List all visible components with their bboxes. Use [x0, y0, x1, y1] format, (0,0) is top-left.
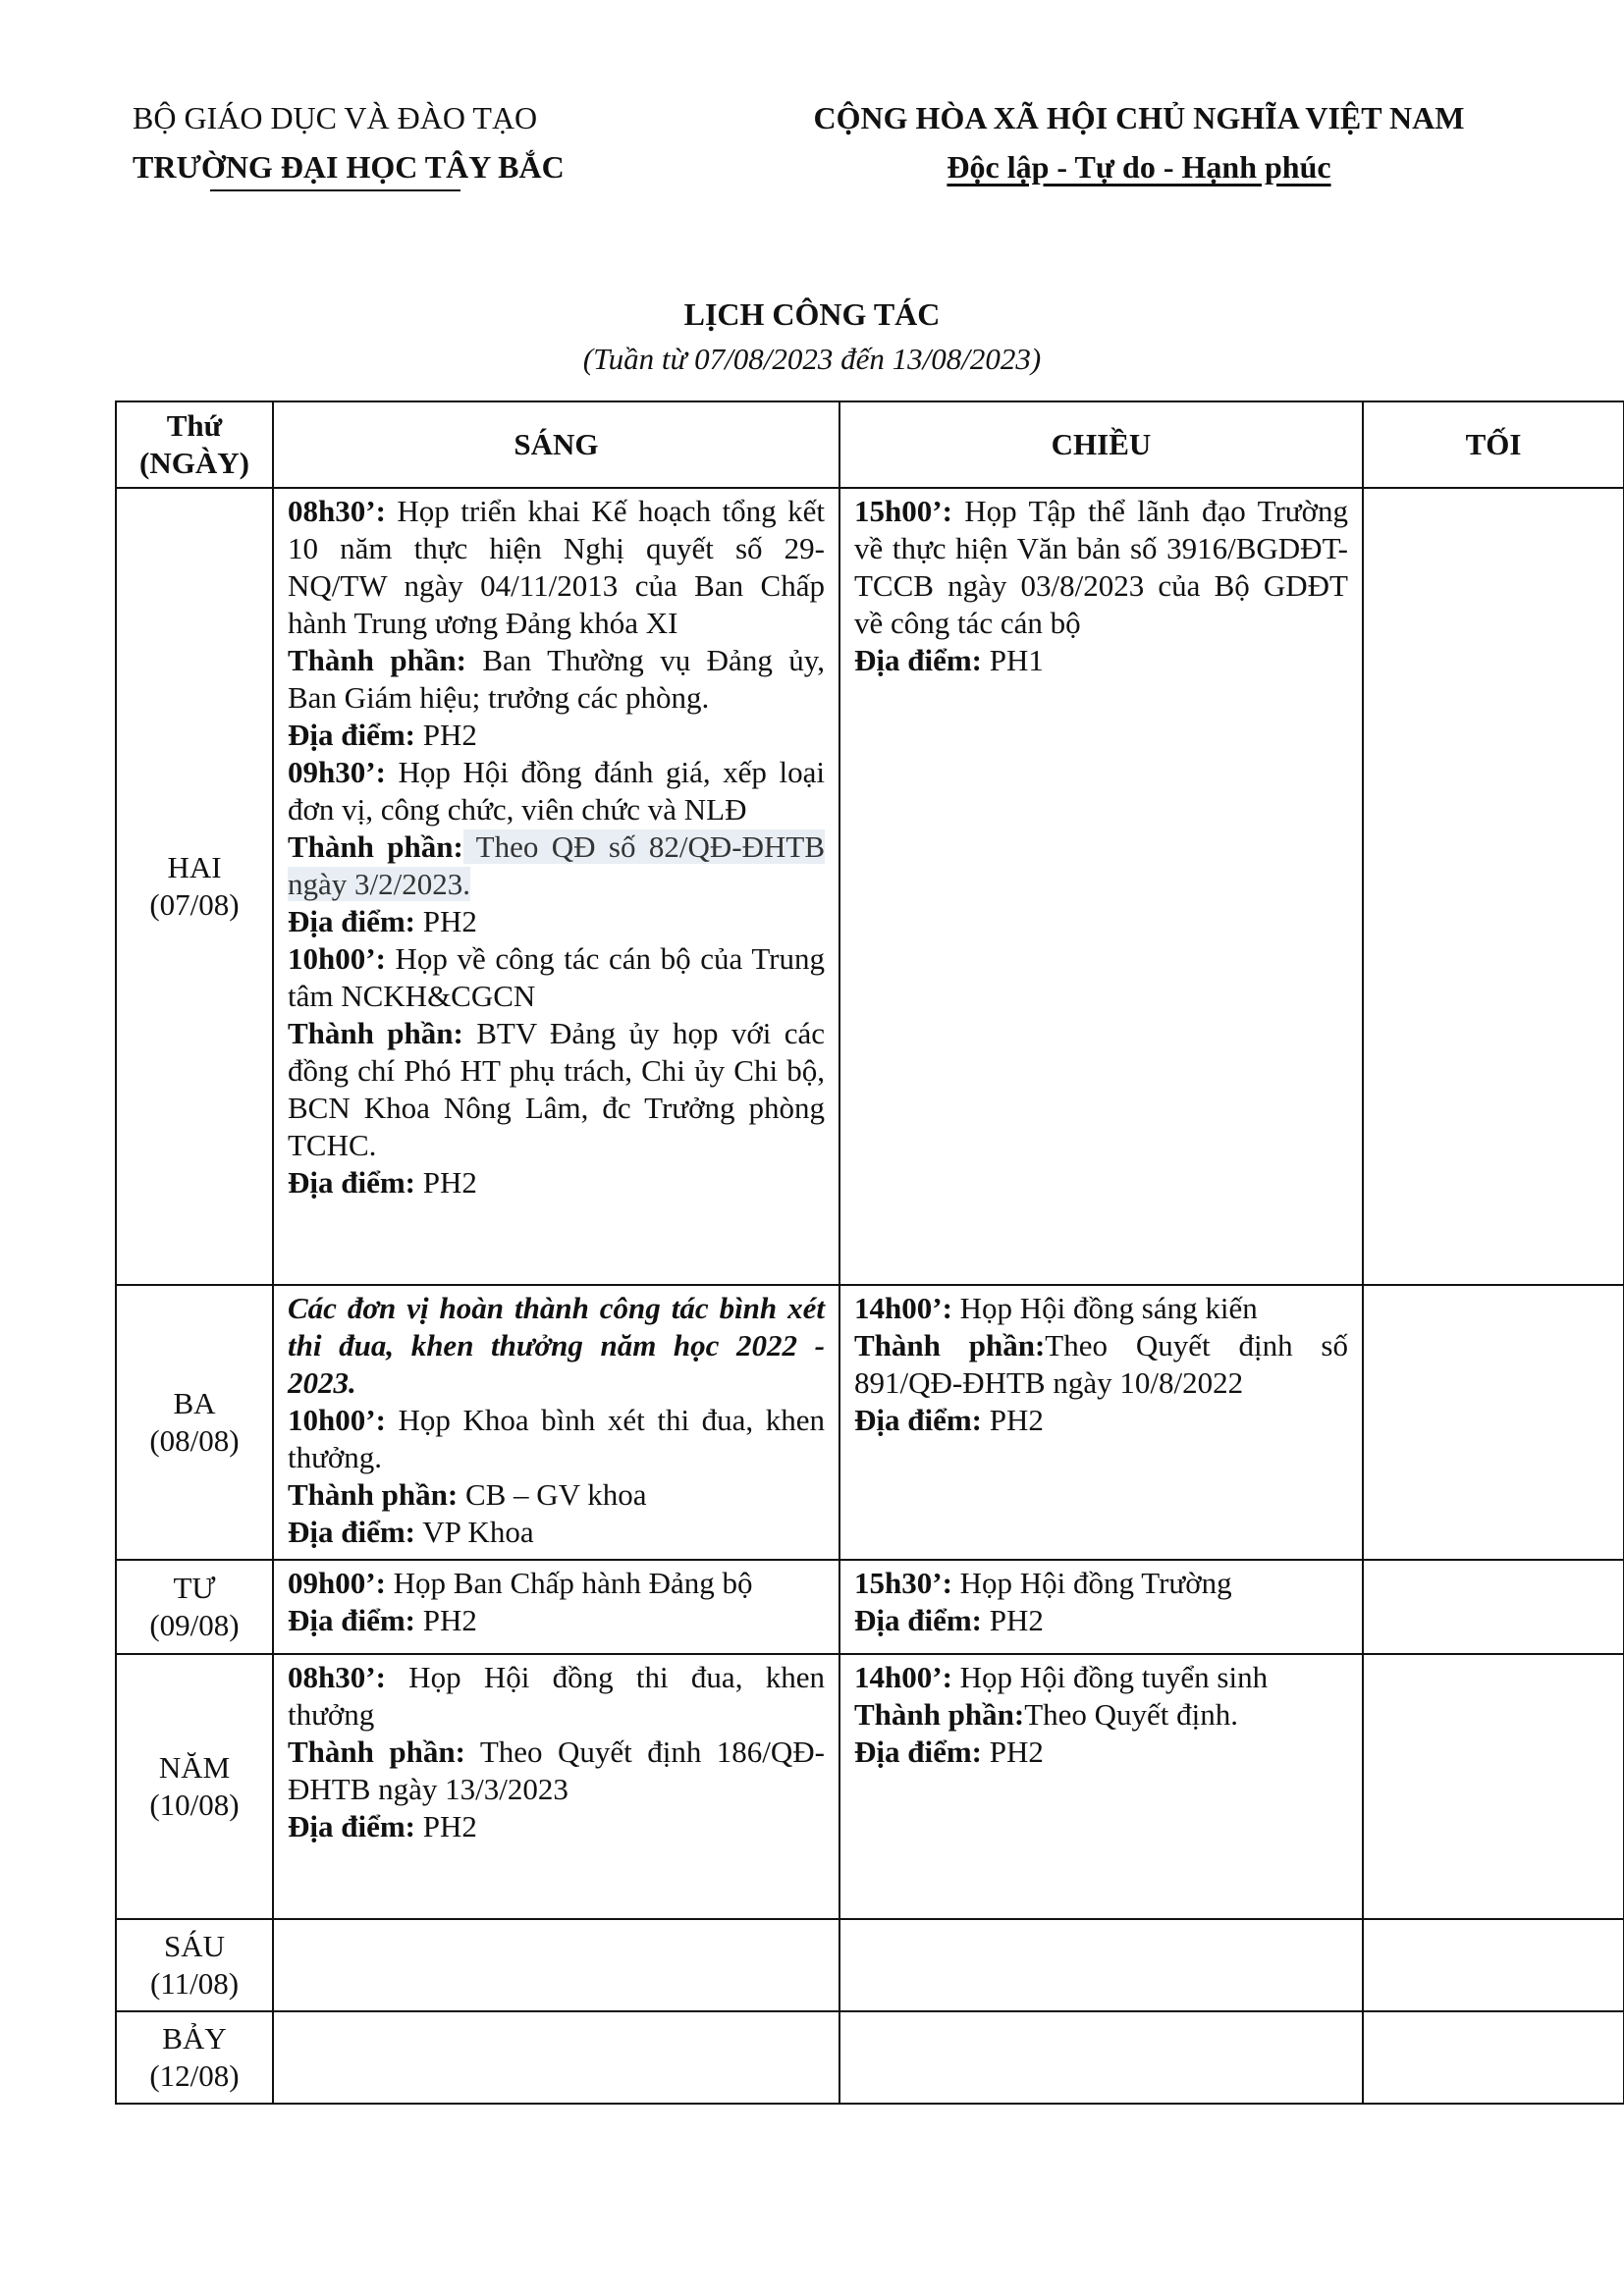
- schedule-entry: [854, 1290, 1348, 1327]
- document-title: LỊCH CÔNG TÁC: [683, 296, 941, 332]
- entry-label: Thành phần:: [288, 1735, 465, 1769]
- entry-text: Theo Quyết định 186/QĐ-ĐHTB ngày 13/3/2023: [288, 1735, 826, 1806]
- entry-text: PH2: [982, 1603, 1044, 1637]
- entry-time: 08h30’:: [288, 1660, 386, 1694]
- schedule-entry: [854, 1659, 1348, 1696]
- day-cell: [116, 1285, 273, 1560]
- schedule-entry: [288, 1734, 825, 1808]
- entry-text: PH1: [982, 643, 1044, 677]
- entry-label: Địa điểm:: [854, 1403, 983, 1437]
- schedule-entry: [288, 940, 825, 1015]
- entry-text: PH2: [415, 904, 477, 938]
- entry-time: 14h00’:: [854, 1291, 952, 1325]
- day-cell: [116, 1919, 273, 2011]
- entry-text: Theo Quyết định.: [1024, 1697, 1239, 1732]
- title-block: [0, 291, 1624, 381]
- schedule-entry: [288, 1015, 825, 1164]
- schedule-entry: [288, 1514, 825, 1551]
- entry-text: Họp Hội đồng thi đua, khen thưởng: [288, 1660, 825, 1732]
- schedule-note: Các đơn vị hoàn thành công tác bình xét thi đua, khen thưởng năm học 2022 - 2023.: [288, 1291, 825, 1400]
- schedule-entry: [288, 1402, 825, 1476]
- day-cell: [116, 2011, 273, 2104]
- morning-cell: [273, 2011, 839, 2104]
- entry-label: Địa điểm:: [288, 718, 416, 752]
- ministry-name: BỘ GIÁO DỤC VÀ ĐÀO TẠO: [133, 100, 538, 135]
- entry-text: Họp Tập thể lãnh đạo Trường về thực hiện Văn bản số 3916/BGDĐT-TCCB ngày 03/8/2023 của Bộ GDĐT về công tác cán bộ: [854, 494, 1348, 640]
- afternoon-cell: [839, 1654, 1363, 1919]
- entry-label: Thành phần:: [288, 1016, 463, 1050]
- schedule-entry: [854, 642, 1348, 679]
- day-name: TƯ: [173, 1571, 216, 1605]
- entry-time: 09h00’:: [288, 1566, 386, 1600]
- entry-label: Thành phần:: [288, 1477, 459, 1512]
- evening-cell: [1363, 1919, 1624, 2011]
- entry-text: VP Khoa: [415, 1515, 534, 1549]
- entry-label: Thành phần:: [854, 1697, 1025, 1732]
- entry-text: Họp Hội đồng đánh giá, xếp loại đơn vị, công chức, viên chức và NLĐ: [288, 755, 825, 827]
- entry-label: Thành phần:: [854, 1328, 1046, 1362]
- entry-text: PH2: [982, 1735, 1044, 1769]
- schedule-entry: [288, 828, 825, 903]
- entry-text: Họp Hội đồng tuyển sinh: [951, 1660, 1269, 1694]
- afternoon-cell: [839, 2011, 1363, 2104]
- entry-time: 15h30’:: [854, 1566, 952, 1600]
- schedule-entry: [854, 1696, 1348, 1734]
- entry-label: Địa điểm:: [288, 1603, 416, 1637]
- entry-text: Họp triển khai Kế hoạch tổng kết 10 năm thực hiện Nghị quyết số 29-NQ/TW ngày 04/11/2013 của Ban Chấp hành Trung ương Đảng khóa XI: [288, 494, 825, 640]
- entry-text: PH2: [415, 1165, 477, 1200]
- entry-text: Họp Khoa bình xét thi đua, khen thưởng.: [288, 1403, 825, 1474]
- entry-label: Thành phần:: [288, 643, 466, 677]
- entry-text: Họp Hội đồng sáng kiến: [951, 1291, 1258, 1325]
- national-motto: Độc lập - Tự do - Hạnh phúc: [947, 149, 1331, 185]
- schedule-entry: [288, 754, 825, 828]
- entry-time: 14h00’:: [854, 1660, 952, 1694]
- day-name: BA: [173, 1386, 216, 1420]
- morning-cell: [273, 1919, 839, 2011]
- entry-time: 10h00’:: [288, 941, 386, 976]
- entry-label: Địa điểm:: [854, 1735, 983, 1769]
- col-header-day-line1: Thứ: [166, 408, 223, 443]
- evening-cell: [1363, 1285, 1624, 1560]
- entry-text: Theo Quyết định số 891/QĐ-ĐHTB ngày 10/8/2022: [854, 1328, 1348, 1400]
- entry-text: PH2: [982, 1403, 1044, 1437]
- afternoon-cell: [839, 488, 1363, 1285]
- schedule-entry: [854, 1402, 1348, 1439]
- entry-time: 09h30’:: [288, 755, 386, 789]
- entry-text: PH2: [415, 1603, 477, 1637]
- col-header-afternoon: CHIỀU: [839, 401, 1363, 488]
- day-cell: [116, 488, 273, 1285]
- day-date: (11/08): [149, 1966, 240, 2001]
- col-header-morning: SÁNG: [273, 401, 839, 488]
- col-header-day-line2: (NGÀY): [139, 446, 249, 480]
- table-row: [116, 2011, 1624, 2104]
- day-name: BẢY: [162, 2021, 227, 2056]
- entry-time: 10h00’:: [288, 1403, 386, 1437]
- morning-cell: [273, 1285, 839, 1560]
- morning-cell: [273, 1560, 839, 1654]
- country-name: CỘNG HÒA XÃ HỘI CHỦ NGHĨA VIỆT NAM: [813, 100, 1465, 135]
- entry-label: Địa điểm:: [288, 1165, 416, 1200]
- day-name: SÁU: [163, 1929, 225, 1963]
- issuer-block: [133, 93, 584, 191]
- entry-label: Địa điểm:: [288, 904, 416, 938]
- schedule-entry: [288, 1565, 825, 1602]
- entry-label: Địa điểm:: [288, 1515, 416, 1549]
- school-name: TRƯỜNG ĐẠI HỌC TÂY BẮC: [133, 149, 565, 185]
- table-row: [116, 488, 1624, 1285]
- afternoon-cell: [839, 1285, 1363, 1560]
- schedule-entry: [854, 1734, 1348, 1771]
- day-date: (07/08): [149, 887, 240, 922]
- schedule-entry: [854, 1602, 1348, 1639]
- schedule-entry: [288, 717, 825, 754]
- col-header-evening: TỐI: [1363, 401, 1624, 488]
- entry-text: CB – GV khoa: [458, 1477, 647, 1512]
- schedule-entry: [288, 1476, 825, 1514]
- day-date: (09/08): [149, 1608, 240, 1642]
- schedule-entry: [854, 493, 1348, 642]
- schedule-entry: [288, 903, 825, 940]
- day-name: NĂM: [158, 1750, 231, 1785]
- schedule-entry: [288, 1164, 825, 1201]
- schedule-table: [115, 400, 1624, 2105]
- evening-cell: [1363, 1560, 1624, 1654]
- schedule-entry: [288, 493, 825, 642]
- table-header-row: [116, 401, 1624, 488]
- entry-label: Thành phần:: [288, 829, 463, 864]
- entry-time: 15h00’:: [854, 494, 952, 528]
- entry-text: PH2: [415, 1809, 477, 1843]
- entry-text: PH2: [415, 718, 477, 752]
- schedule-entry: [288, 1659, 825, 1734]
- document-subtitle: (Tuần từ 07/08/2023 đến 13/08/2023): [582, 342, 1042, 376]
- school-underline: [210, 189, 460, 191]
- entry-label: Địa điểm:: [288, 1809, 416, 1843]
- entry-label: Địa điểm:: [854, 643, 983, 677]
- schedule-entry: [854, 1565, 1348, 1602]
- schedule-entry: [288, 642, 825, 717]
- table-row: [116, 1919, 1624, 2011]
- evening-cell: [1363, 1654, 1624, 1919]
- morning-cell: [273, 1654, 839, 1919]
- national-header: [785, 93, 1492, 191]
- entry-text: Họp Hội đồng Trường: [951, 1566, 1232, 1600]
- entry-text: Họp về công tác cán bộ của Trung tâm NCKH&CGCN: [288, 941, 825, 1013]
- morning-cell: [273, 488, 839, 1285]
- table-row: [116, 1654, 1624, 1919]
- schedule-entry: [854, 1327, 1348, 1402]
- entry-text-highlighted: Theo QĐ số 82/QĐ-ĐHTB ngày 3/2/2023.: [288, 829, 825, 901]
- entry-text: Họp Ban Chấp hành Đảng bộ: [385, 1566, 753, 1600]
- afternoon-cell: [839, 1560, 1363, 1654]
- day-date: (12/08): [149, 2058, 240, 2093]
- entry-text: Ban Thường vụ Đảng ủy, Ban Giám hiệu; trưởng các phòng.: [288, 643, 825, 715]
- col-header-day: [116, 401, 273, 488]
- day-name: HAI: [167, 850, 222, 884]
- day-cell: [116, 1654, 273, 1919]
- entry-time: 08h30’:: [288, 494, 386, 528]
- schedule-entry: [288, 1808, 825, 1845]
- table-row: [116, 1560, 1624, 1654]
- day-date: (08/08): [149, 1423, 240, 1458]
- entry-text: BTV Đảng ủy họp với các đồng chí Phó HT phụ trách, Chi ủy Chi bộ, BCN Khoa Nông Lâm, đc Trưởng phòng TCHC.: [288, 1016, 825, 1162]
- afternoon-cell: [839, 1919, 1363, 2011]
- day-cell: [116, 1560, 273, 1654]
- schedule-entry: [288, 1602, 825, 1639]
- evening-cell: [1363, 488, 1624, 1285]
- day-date: (10/08): [149, 1788, 240, 1822]
- evening-cell: [1363, 2011, 1624, 2104]
- table-row: [116, 1285, 1624, 1560]
- entry-label: Địa điểm:: [854, 1603, 983, 1637]
